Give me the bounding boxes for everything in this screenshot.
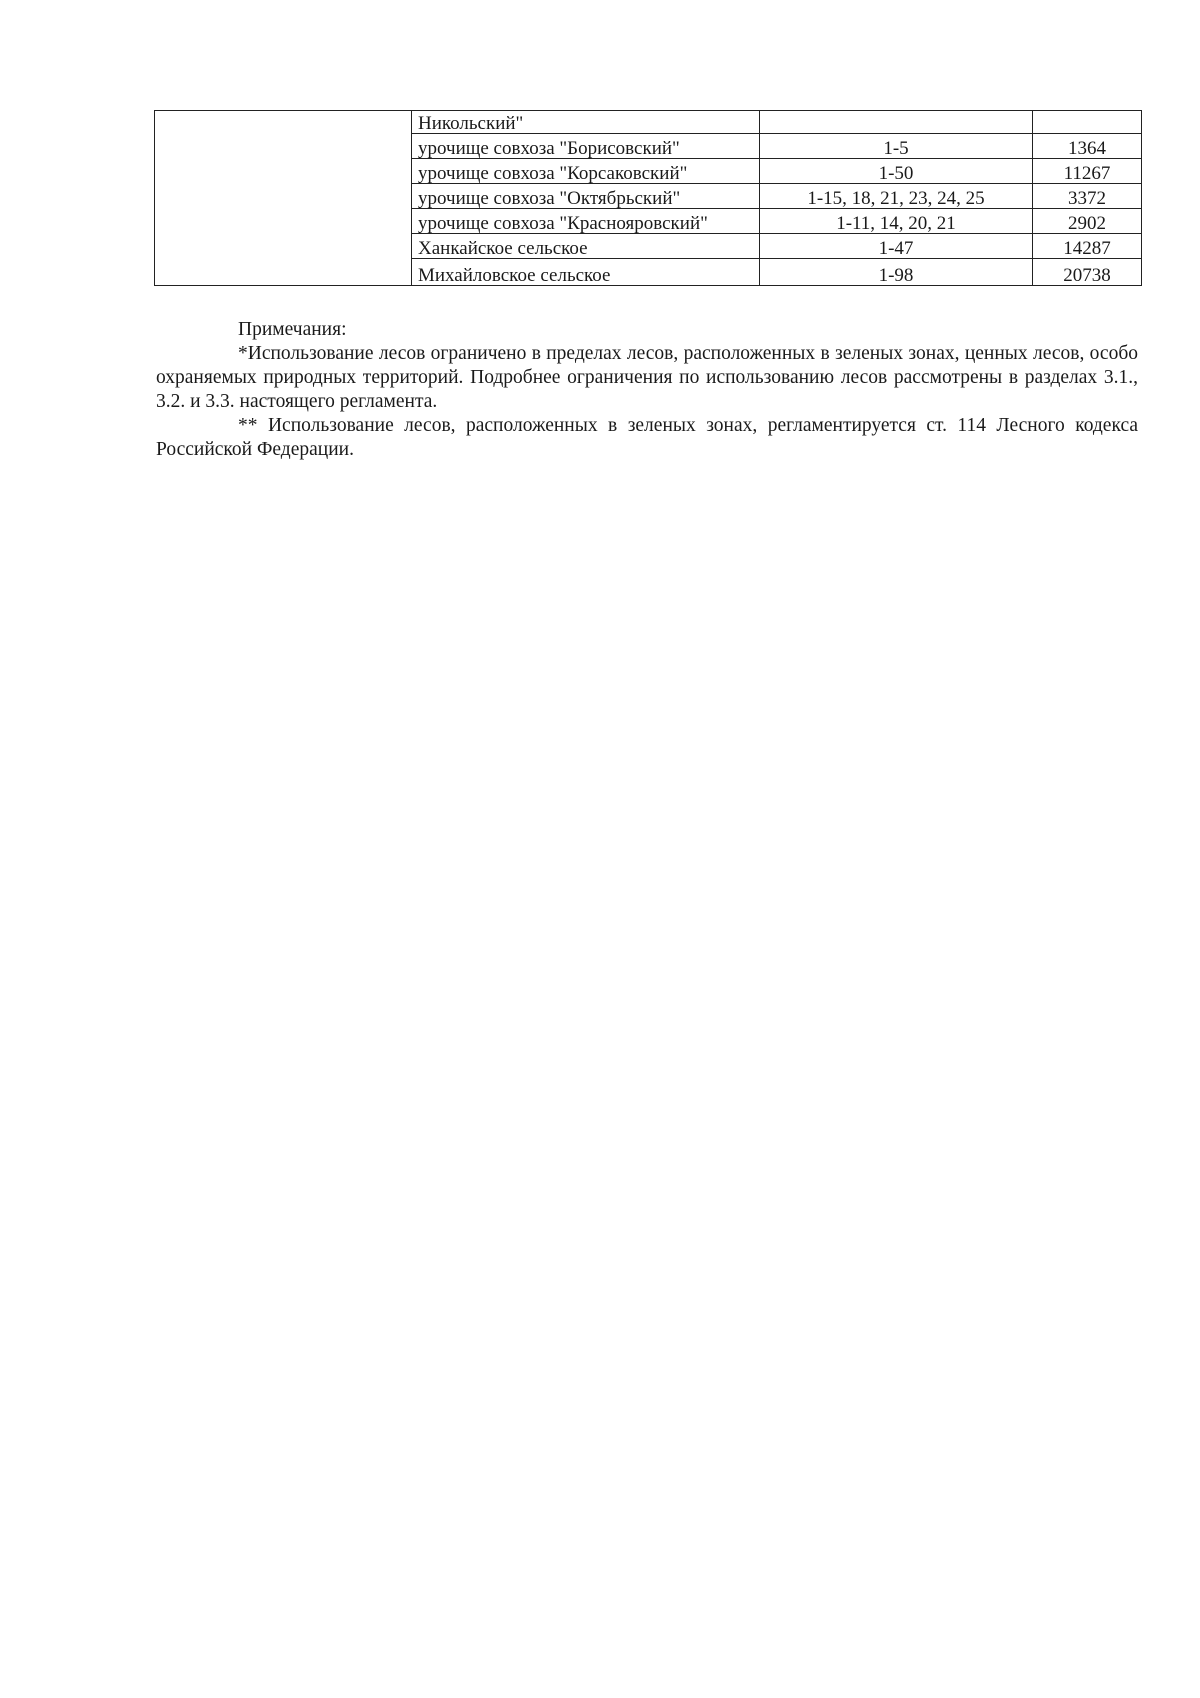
district-cell xyxy=(155,111,412,286)
tract-name-cell: Никольский" xyxy=(412,111,760,134)
tract-name-cell: урочище совхоза "Корсаковский" xyxy=(412,159,760,184)
quarters-cell xyxy=(760,111,1033,134)
area-cell: 3372 xyxy=(1033,184,1142,209)
quarters-cell: 1-11, 14, 20, 21 xyxy=(760,209,1033,234)
quarters-cell: 1-50 xyxy=(760,159,1033,184)
quarters-cell: 1-47 xyxy=(760,234,1033,259)
tract-name-cell: Михайловское сельское xyxy=(412,259,760,286)
quarters-cell: 1-5 xyxy=(760,134,1033,159)
table-row xyxy=(155,111,1142,134)
area-cell: 20738 xyxy=(1033,259,1142,286)
notes-section xyxy=(156,318,1138,462)
note-paragraph-1: *Использование лесов ограничено в пределах лесов, расположенных в зеленых зонах, ценных лесов, особо охраняемых природных территорий. Подробнее ограничения по использованию лесов рассмотрены в разделах 3.1., 3.2. и 3.3. настоящего регламента. xyxy=(156,343,1138,412)
tract-name-cell: урочище совхоза "Борисовский" xyxy=(412,134,760,159)
area-cell: 11267 xyxy=(1033,159,1142,184)
notes-title: Примечания: xyxy=(238,319,347,340)
area-cell xyxy=(1033,111,1142,134)
tract-name-cell: урочище совхоза "Краснояровский" xyxy=(412,209,760,234)
area-cell: 1364 xyxy=(1033,134,1142,159)
forest-areas-table xyxy=(154,110,1142,286)
note-paragraph-2: ** Использование лесов, расположенных в зеленых зонах, регламентируется ст. 114 Лесного кодекса Российской Федерации. xyxy=(156,415,1138,460)
area-cell: 2902 xyxy=(1033,209,1142,234)
quarters-cell: 1-15, 18, 21, 23, 24, 25 xyxy=(760,184,1033,209)
tract-name-cell: Ханкайское сельское xyxy=(412,234,760,259)
tract-name-cell: урочище совхоза "Октябрьский" xyxy=(412,184,760,209)
area-cell: 14287 xyxy=(1033,234,1142,259)
quarters-cell: 1-98 xyxy=(760,259,1033,286)
